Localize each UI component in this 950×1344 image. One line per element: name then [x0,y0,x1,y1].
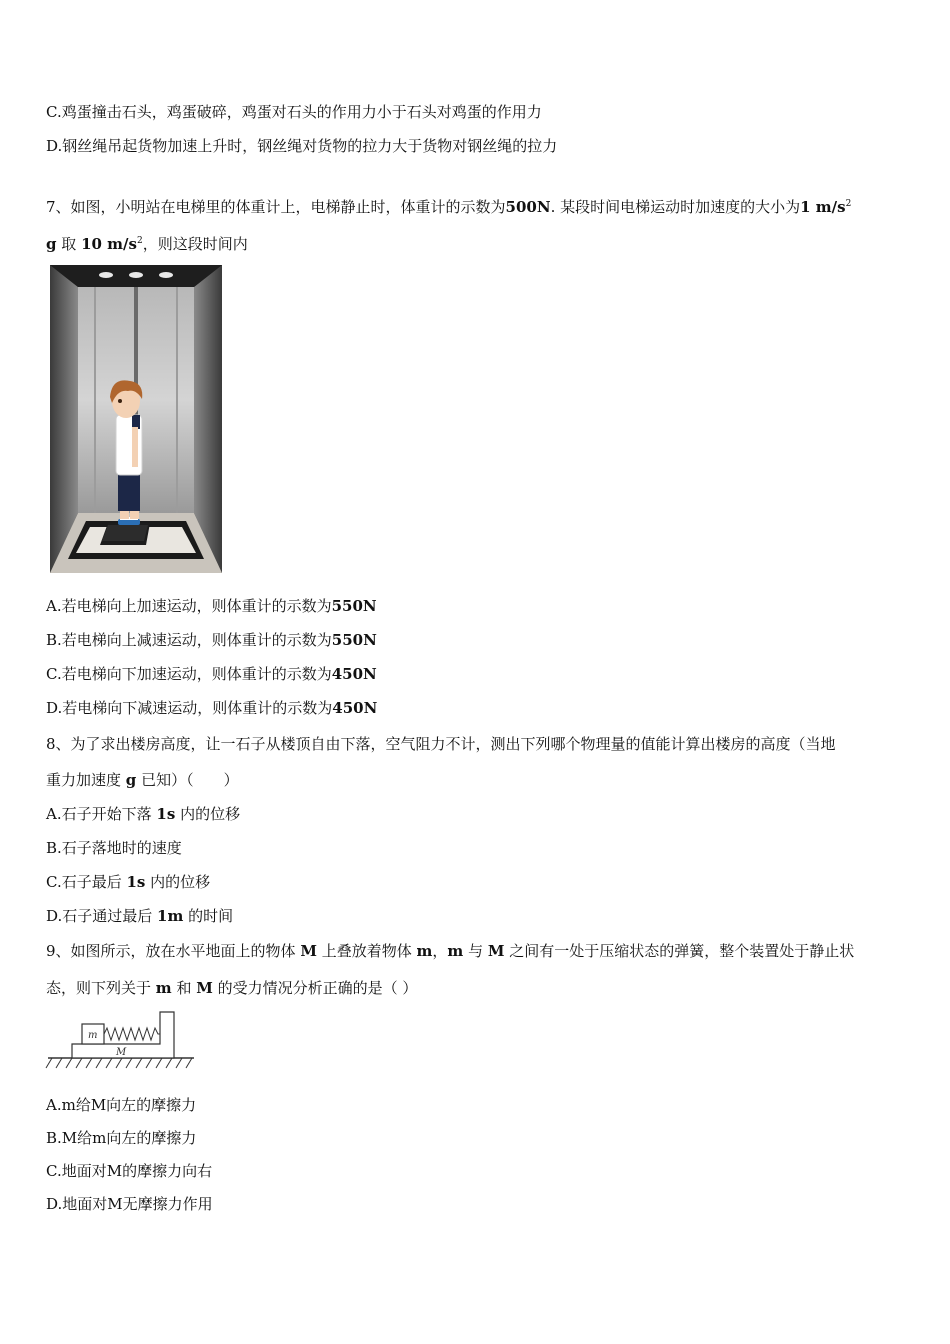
q8-option-d [46,906,910,926]
q8-option-a-tail: 内的位移 [180,805,241,823]
q7-option-c-value: 450N [331,665,377,683]
q8-stem-line2 [46,770,910,790]
q7-stem-text3: 取 [61,235,77,253]
q9-symbol-M2: M [487,942,505,960]
q8-option-d-value: 1m [157,907,184,925]
q9-stem-text: 9、如图所示，放在水平地面上的物体 [46,942,296,960]
q9-option-d: D.地面对M无摩擦力作用 [46,1195,213,1213]
q9-stem-text7: 的受力情况分析正确的是（ ） [217,979,418,997]
q9-symbol-M: M [300,942,317,960]
block-label-m: m [88,1030,98,1041]
q9-comma: ， [432,942,448,960]
q7-stem-line1 [46,194,910,217]
q8-g-symbol: g [125,771,137,789]
q7-option-c-text: C.若电梯向下加速运动，则体重计的示数为 [46,665,332,683]
q7-option-b-text: B.若电梯向上减速运动，则体重计的示数为 [46,631,332,649]
q8-option-a [46,804,910,824]
q7-g-value: 10 m/s [81,235,137,253]
q7-static-reading: 500N [505,198,551,216]
q7-stem-text: 7、如图，小明站在电梯里的体重计上，电梯静止时，体重计的示数为 [46,198,506,216]
elevator-figure [50,265,222,573]
q9-stem-line1 [46,941,910,961]
q8-option-c-tail: 内的位移 [150,873,211,891]
q6-option-d: D.钢丝绳吊起货物加速上升时，钢丝绳对货物的拉力大于货物对钢丝绳的拉力 [46,137,558,155]
q7-option-b-value: 550N [331,631,377,649]
q8-option-b [46,838,910,858]
q9-stem-text6: 和 [176,979,192,997]
q7-acceleration: 1 m/s [800,198,846,216]
q9-stem-text4: 之间有一处于压缩状态的弹簧，整个装置处于静止状 [509,942,855,960]
q7-accel-exponent: 2 [845,199,852,209]
q9-stem-text5: 态，则下列关于 [46,979,152,997]
q9-symbol-m3: m [155,979,172,997]
q7-stem-text4: ，则这段时间内 [142,235,248,253]
q9-symbol-M3: M [196,979,213,997]
q7-option-d-text: D.若电梯向下减速运动，则体重计的示数为 [46,699,333,717]
q8-stem-line1: 8、为了求出楼房高度，让一石子从楼顶自由下落，空气阻力不计，测出下列哪个物理量的值能计算出楼房的高度（当地 [46,735,836,753]
q9-option-a: A.m给M向左的摩擦力 [46,1096,197,1114]
q7-option-b [46,630,910,650]
q8-option-b-text: B.石子落地时的速度 [46,839,182,857]
q8-option-a-value: 1s [156,805,176,823]
q7-g-symbol: g [46,235,57,253]
q9-symbol-m: m [416,942,433,960]
q8-option-d-text: D.石子通过最后 [46,907,153,925]
q9-option-b: B.M给m向左的摩擦力 [46,1129,197,1147]
block-label-M: M [116,1047,127,1058]
q7-g-exponent: 2 [136,236,143,246]
q9-stem-text3: 与 [468,942,484,960]
q7-stem-line2 [46,231,910,254]
q7-option-c [46,664,910,684]
q7-option-a-text: A.若电梯向上加速运动，则体重计的示数为 [46,597,332,615]
elevator-illustration [50,265,222,573]
q8-option-d-tail: 的时间 [188,907,234,925]
block-spring-figure [44,1010,196,1072]
q7-stem-text2: . 某段时间电梯运动时加速度的大小为 [550,198,801,216]
q9-option-c: C.地面对M的摩擦力向右 [46,1162,213,1180]
q8-option-a-text: A.石子开始下落 [46,805,152,823]
q9-stem-text2: 上叠放着物体 [321,942,412,960]
q7-option-a-value: 550N [331,597,377,615]
q7-option-d-value: 450N [332,699,378,717]
q8-stem-text: 重力加速度 [46,771,122,789]
q7-option-d [46,698,910,718]
block-spring-diagram [44,1010,196,1072]
q8-option-c-value: 1s [126,873,146,891]
q9-stem-line2 [46,978,910,998]
q8-stem-text2: 已知）（ ） [141,771,239,789]
q6-option-c: C.鸡蛋撞击石头，鸡蛋破碎，鸡蛋对石头的作用力小于石头对鸡蛋的作用力 [46,103,542,121]
q8-option-c [46,872,910,892]
q7-option-a [46,596,910,616]
q8-option-c-text: C.石子最后 [46,873,122,891]
q9-symbol-m2: m [447,942,464,960]
